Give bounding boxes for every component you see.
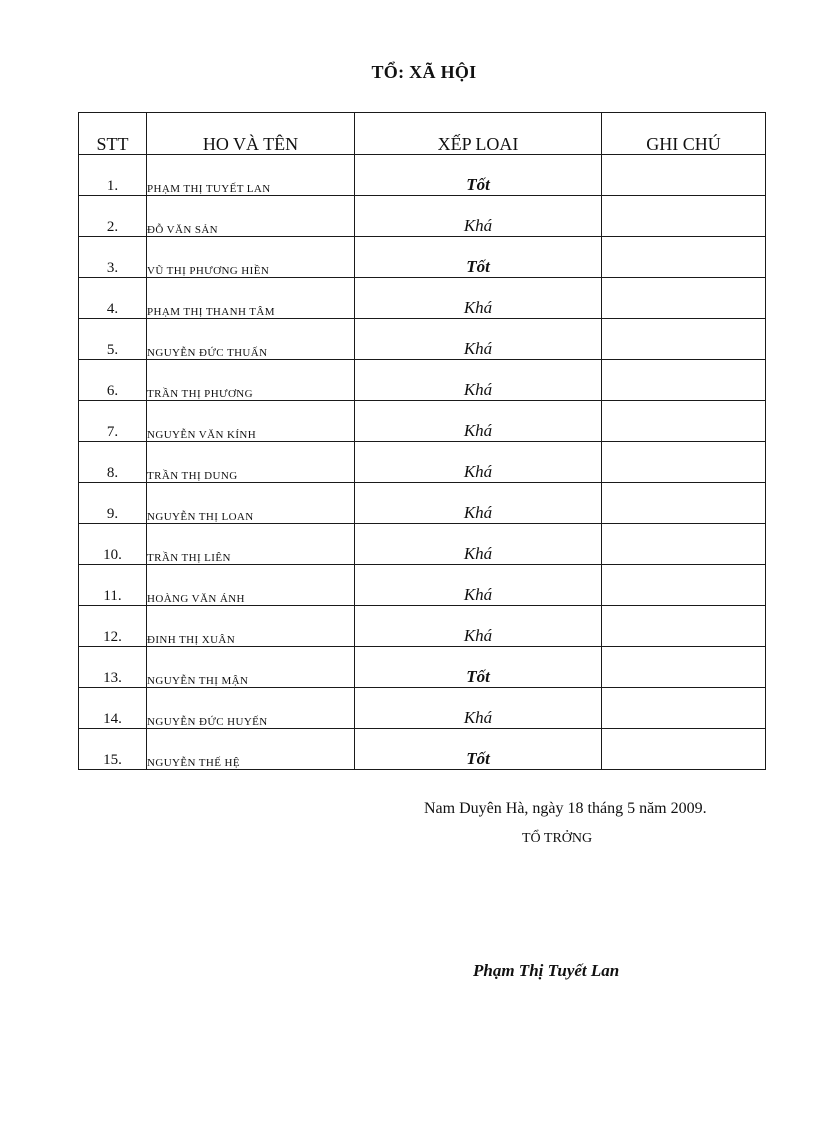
header-name: HO VÀ TÊN <box>147 113 355 155</box>
table-row <box>79 688 766 729</box>
row-grade: Khá <box>355 278 602 319</box>
row-stt: 11. <box>79 565 147 606</box>
row-note <box>602 483 766 524</box>
signature-name: Phạm Thị Tuyết Lan <box>473 961 620 980</box>
row-stt: 14. <box>79 688 147 729</box>
row-name: NGUYỄN VĂN KÍNH <box>147 401 355 442</box>
row-name: VŨ THỊ PHƯƠNG HIỀN <box>147 237 355 278</box>
row-stt: 10. <box>79 524 147 565</box>
date-line: Nam Duyên Hà, ngày 18 tháng 5 năm 2009. <box>424 800 707 817</box>
table-row <box>79 278 766 319</box>
row-note <box>602 729 766 770</box>
row-note <box>602 237 766 278</box>
row-name: NGUYỄN THẾ HỆ <box>147 729 355 770</box>
table-row <box>79 196 766 237</box>
table-row <box>79 401 766 442</box>
table-row <box>79 565 766 606</box>
row-grade: Khá <box>355 196 602 237</box>
row-note <box>602 688 766 729</box>
row-name: TRẦN THỊ PHƯƠNG <box>147 360 355 401</box>
row-stt: 15. <box>79 729 147 770</box>
row-grade: Khá <box>355 565 602 606</box>
table-row <box>79 360 766 401</box>
table-row <box>79 237 766 278</box>
row-name: TRẦN THỊ DUNG <box>147 442 355 483</box>
row-name: NGUYỄN THỊ MẬN <box>147 647 355 688</box>
row-note <box>602 155 766 196</box>
row-grade: Khá <box>355 606 602 647</box>
header-stt: STT <box>79 113 147 155</box>
row-name: ĐỖ VĂN SẢN <box>147 196 355 237</box>
row-grade: Tốt <box>355 647 602 688</box>
table-row <box>79 647 766 688</box>
table-body <box>79 155 766 770</box>
row-grade: Khá <box>355 524 602 565</box>
row-stt: 4. <box>79 278 147 319</box>
row-grade: Khá <box>355 319 602 360</box>
row-note <box>602 565 766 606</box>
header-note: GHI CHÚ <box>602 113 766 155</box>
document-title: TỔ: XÃ HỘI <box>371 62 477 82</box>
row-stt: 1. <box>79 155 147 196</box>
table-row <box>79 483 766 524</box>
table-row <box>79 319 766 360</box>
row-note <box>602 606 766 647</box>
row-stt: 3. <box>79 237 147 278</box>
row-stt: 9. <box>79 483 147 524</box>
rating-table <box>78 112 766 770</box>
row-name: PHẠM THỊ THANH TÂM <box>147 278 355 319</box>
row-stt: 6. <box>79 360 147 401</box>
row-stt: 8. <box>79 442 147 483</box>
row-grade: Tốt <box>355 155 602 196</box>
row-name: NGUYỄN THỊ LOAN <box>147 483 355 524</box>
header-grade: XẾP LOAI <box>355 113 602 155</box>
row-name: HOÀNG VĂN ÁNH <box>147 565 355 606</box>
row-name: PHẠM THỊ TUYẾT LAN <box>147 155 355 196</box>
row-grade: Khá <box>355 688 602 729</box>
row-grade: Khá <box>355 442 602 483</box>
row-stt: 5. <box>79 319 147 360</box>
signer-role: TỔ TRỞNG <box>522 831 593 846</box>
table-header-row <box>79 113 766 155</box>
row-grade: Tốt <box>355 237 602 278</box>
row-name: NGUYỄN ĐỨC THUẤN <box>147 319 355 360</box>
row-stt: 13. <box>79 647 147 688</box>
row-note <box>602 524 766 565</box>
row-note <box>602 442 766 483</box>
row-note <box>602 647 766 688</box>
row-grade: Khá <box>355 401 602 442</box>
row-note <box>602 278 766 319</box>
table-row <box>79 442 766 483</box>
row-grade: Tốt <box>355 729 602 770</box>
row-note <box>602 319 766 360</box>
row-name: ĐINH THỊ XUÂN <box>147 606 355 647</box>
row-stt: 7. <box>79 401 147 442</box>
table-row <box>79 524 766 565</box>
row-name: NGUYỄN ĐỨC HUYẾN <box>147 688 355 729</box>
row-note <box>602 196 766 237</box>
table-row <box>79 606 766 647</box>
row-stt: 2. <box>79 196 147 237</box>
row-note <box>602 360 766 401</box>
table-row <box>79 729 766 770</box>
row-name: TRẦN THỊ LIÊN <box>147 524 355 565</box>
table-row <box>79 155 766 196</box>
row-grade: Khá <box>355 483 602 524</box>
row-grade: Khá <box>355 360 602 401</box>
row-stt: 12. <box>79 606 147 647</box>
row-note <box>602 401 766 442</box>
